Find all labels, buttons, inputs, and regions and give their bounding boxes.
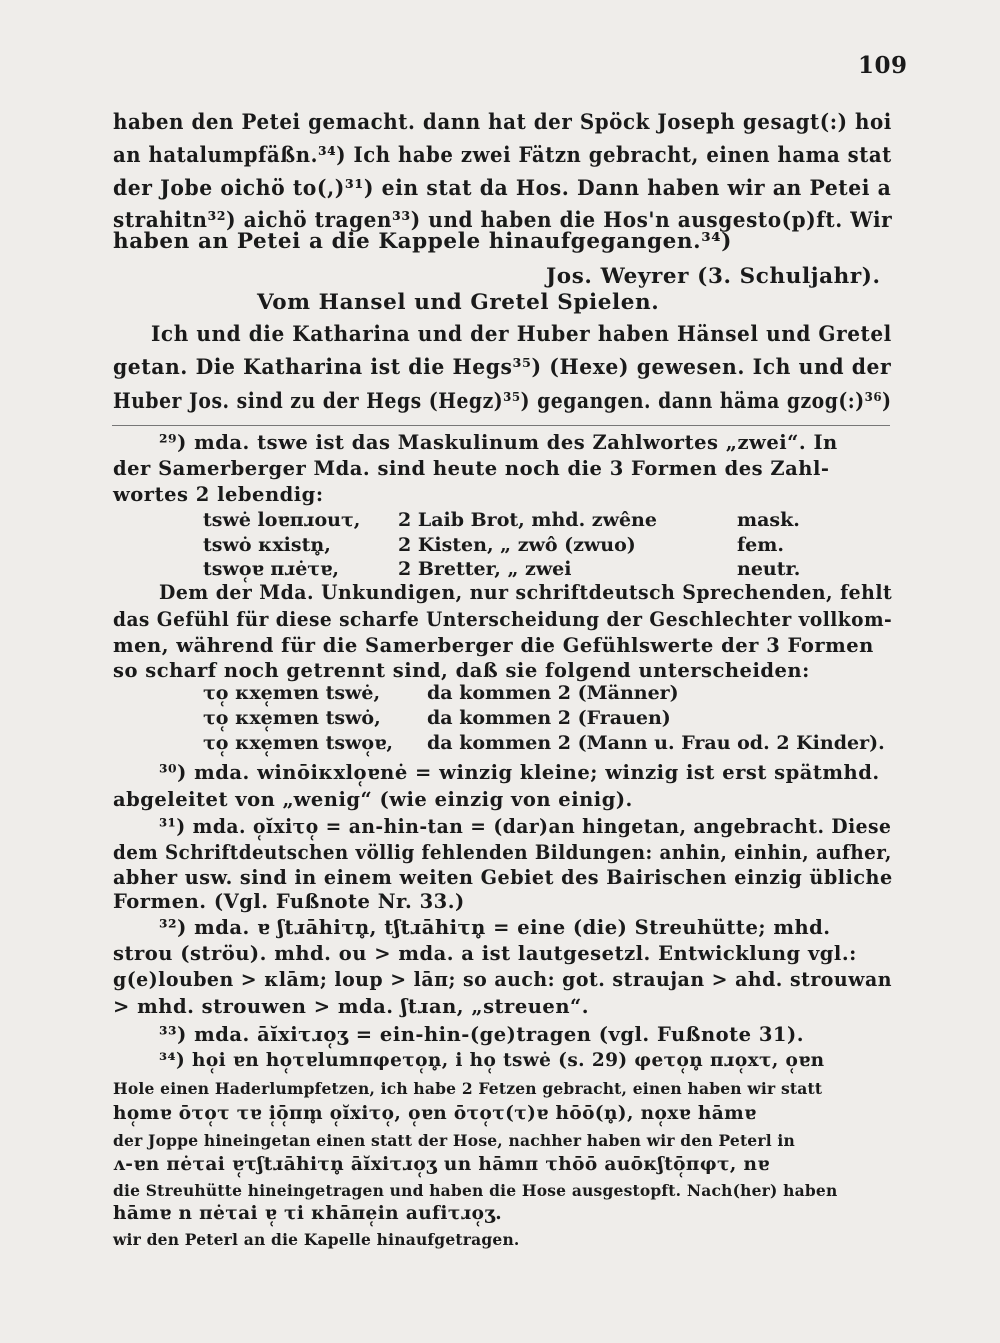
footnote-30-line: ³⁰) mda. winōiκxlo̜ɐnė = winzig kleine; winzig ist erst spätmhd. <box>159 761 880 784</box>
table-cell: fem. <box>737 534 784 556</box>
example-form: τo̜ κxe̜mɐn tswo̜ɐ, <box>203 732 393 754</box>
footnote-29-line: men, während für die Samerberger die Gefühlswerte der 3 Formen <box>113 634 874 657</box>
section-heading: Vom Hansel und Gretel Spielen. <box>257 290 660 315</box>
footnote-34-line: ʌ-ɐn πėτai ɐ̜τʃtɹāhiτn̥ āĭxiτɹo̜ʒ un hāmπ τhōō auōκʃtō̜πφτ, nɐ <box>113 1154 770 1175</box>
footnote-31-line: Formen. (Vgl. Fußnote Nr. 33.) <box>113 890 465 913</box>
text-line: haben an Petei a die Kappele hinaufgegangen.³⁴) <box>113 229 733 254</box>
footnote-32-line: ³²) mda. ɐ ʃtɹāhiτn̥, tʃtɹāhiτn̥ = eine (die) Streuhütte; mhd. <box>159 916 831 939</box>
text-line: getan. Die Katharina ist die Hegs³⁵) (Hexe) gewesen. Ich und der <box>113 355 892 380</box>
text-line: haben den Petei gemacht. dann hat der Spöck Joseph gesagt(:) hoi <box>113 110 892 135</box>
example-gloss: da kommen 2 (Männer) <box>427 682 679 704</box>
example-form: τo̜ κxe̜mɐn tswė, <box>203 682 381 704</box>
footnote-34-gloss: die Streuhütte hineingetragen und haben die Hose ausgestopft. Nach(her) haben <box>113 1181 838 1200</box>
footnote-29-line: so scharf noch getrennt sind, daß sie folgend unterscheiden: <box>113 659 810 682</box>
footnote-34-gloss: Hole einen Haderlumpfetzen, ich habe 2 Fetzen gebracht, einen haben wir statt <box>113 1079 823 1098</box>
table-cell: tswȯ κxistn̥, <box>203 534 331 556</box>
footnote-32-line: g(e)louben > κlām; loup > lāπ; so auch: got. straujan > ahd. strouwan <box>113 968 892 991</box>
footnote-34-line: ho̜mɐ ōτo̜τ τɐ i̜ō̜πm̥ o̜ĭxiτo̜, o̜ɐn ōτo̜τ(τ)ɐ hōō(n̥), no̜xɐ hāmɐ <box>113 1103 757 1124</box>
footnote-31-line: dem Schriftdeutschen völlig fehlenden Bildungen: anhin, einhin, aufher, <box>113 841 892 864</box>
table-cell: 2 Kisten, „ zwô (zwuo) <box>398 534 636 556</box>
example-form: τo̜ κxe̜mɐn tswȯ, <box>203 707 381 729</box>
footnote-34-gloss: der Joppe hineingetan einen statt der Hose, nachher haben wir den Peterl in <box>113 1131 795 1150</box>
footnote-34-line: hāmɐ n πėτai ɐ̜ τi κhāπe̜in aufiτɹo̜ʒ. <box>113 1203 503 1224</box>
footnote-34-line: ³⁴) ho̜i ɐn ho̜τɐlumπφeτo̜n̥, i ho̜ tswė (s. 29) φeτo̜n̥ πɹo̜xτ, o̜ɐn <box>159 1050 825 1071</box>
footnote-divider <box>112 425 890 426</box>
footnote-29-line: Dem der Mda. Unkundigen, nur schriftdeutsch Sprechenden, fehlt <box>159 581 893 604</box>
footnote-29-line: das Gefühl für diese scharfe Unterscheidung der Geschlechter vollkom- <box>113 608 893 631</box>
footnote-29-line: ²⁹) mda. tswe ist das Maskulinum des Zahlwortes „zwei“. In <box>159 431 838 454</box>
footnote-33-line: ³³) mda. āĭxiτɹo̜ʒ = ein-hin-(ge)tragen (vgl. Fußnote 31). <box>159 1023 804 1046</box>
footnote-30-line: abgeleitet von „wenig“ (wie einzig von einig). <box>113 788 633 811</box>
footnote-32-line: > mhd. strouwen > mda. ʃtɹan, „streuen“. <box>113 995 590 1018</box>
author-signature: Jos. Weyrer (3. Schuljahr). <box>546 264 881 289</box>
footnote-32-line: strou (ströu). mhd. ou > mda. a ist lautgesetzl. Entwicklung vgl.: <box>113 942 857 965</box>
table-cell: tswė loɐπɹouτ, <box>203 509 361 531</box>
page-number: 109 <box>858 52 908 79</box>
table-cell: neutr. <box>737 558 801 580</box>
table-cell: 2 Bretter, „ zwei <box>398 558 572 580</box>
text-line: strahitn³²) aichö tragen³³) und haben die Hos'n ausgesto(p)ft. Wir <box>113 208 893 233</box>
table-cell: tswo̜ɐ πɹėτɐ, <box>203 558 339 580</box>
footnote-34-gloss: wir den Peterl an die Kapelle hinaufgetragen. <box>113 1230 520 1249</box>
footnote-31-line: ³¹) mda. o̜ĭxiτo̜ = an-hin-tan = (dar)an hingetan, angebracht. Diese <box>159 815 892 838</box>
example-gloss: da kommen 2 (Mann u. Frau od. 2 Kinder). <box>427 732 885 754</box>
table-cell: 2 Laib Brot, mhd. zwêne <box>398 509 657 531</box>
footnote-29-line: wortes 2 lebendig: <box>113 483 324 506</box>
table-cell: mask. <box>737 509 800 531</box>
text-line: der Jobe oichö to(,)³¹) ein stat da Hos. Dann haben wir an Petei a <box>113 176 892 201</box>
text-line: Huber Jos. sind zu der Hegs (Hegz)³⁵) gegangen. dann häma gzog(:)³⁶) <box>113 389 892 414</box>
footnote-29-line: der Samerberger Mda. sind heute noch die 3 Formen des Zahl- <box>113 457 830 480</box>
text-line: Ich und die Katharina und der Huber haben Hänsel und Gretel <box>151 322 892 347</box>
footnote-31-line: abher usw. sind in einem weiten Gebiet des Bairischen einzig übliche <box>113 866 893 889</box>
example-gloss: da kommen 2 (Frauen) <box>427 707 671 729</box>
text-line: an hatalumpfäßn.³⁴) Ich habe zwei Fätzn gebracht, einen hama stat <box>113 143 892 168</box>
